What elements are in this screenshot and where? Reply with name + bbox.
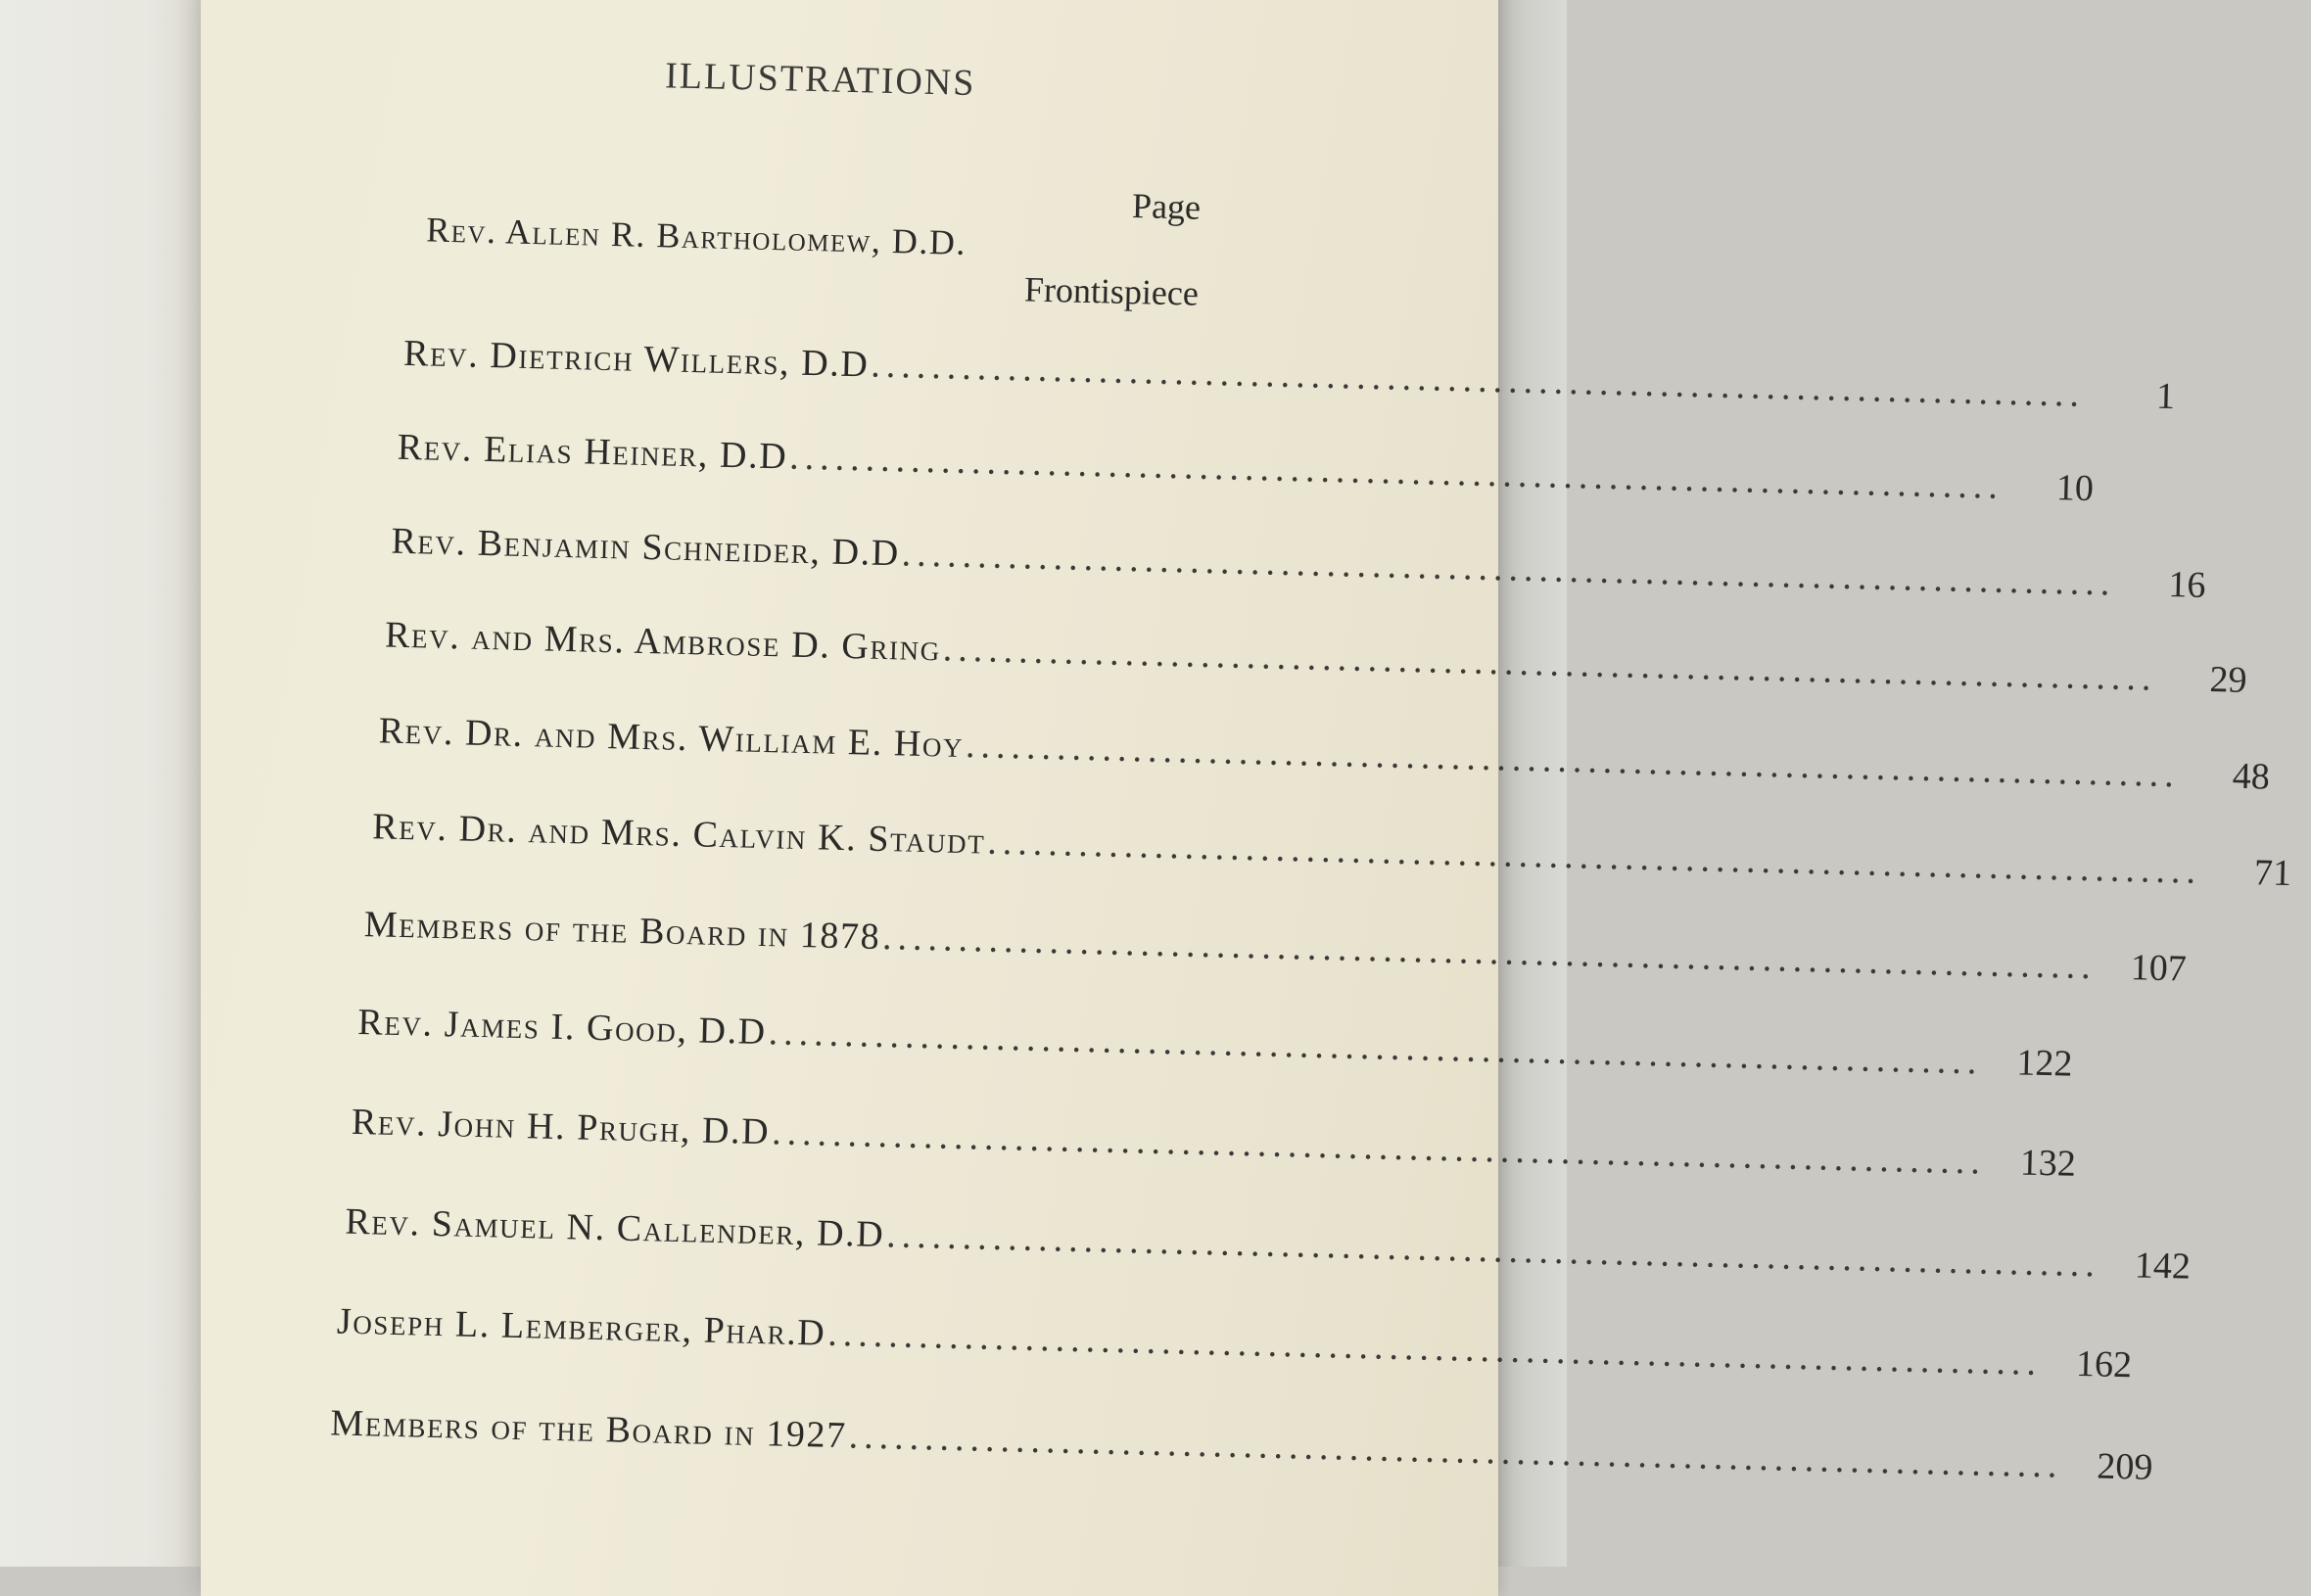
dot-leader: ................................................................................ [870, 344, 2086, 415]
entry-page-number: 142 [2134, 1244, 2192, 1288]
dot-leader: ................................................................................ [942, 628, 2158, 699]
entry-title: Rev. Benjamin Schneider, D.D [390, 520, 901, 575]
entry-page-number: 107 [2130, 947, 2188, 990]
entry-title: Rev. Dietrich Willers, D.D [402, 332, 870, 386]
page-column-label: Page [1131, 186, 1202, 227]
entry-page-number: 10 [2055, 467, 2095, 510]
entry-page-number: 71 [2253, 852, 2292, 895]
page-title: ILLUSTRATIONS [664, 55, 976, 105]
entry-title: Joseph L. Lemberger, Phar.D [336, 1300, 826, 1354]
frontispiece-title: Rev. Allen R. Bartholomew, D.D. [425, 210, 967, 262]
entry-page-number: 122 [2015, 1042, 2073, 1085]
entry-title: Rev. Dr. and Mrs. Calvin K. Staudt [371, 806, 986, 863]
entry-page-number: 16 [2167, 563, 2206, 606]
dot-leader: ................................................................................ [965, 725, 2181, 796]
entry-title: Rev. John H. Prugh, D.D [351, 1101, 771, 1153]
entry-page-number: 1 [2155, 375, 2176, 418]
dot-leader: ................................................................................ [848, 1415, 2063, 1486]
entry-page-number: 132 [2019, 1142, 2077, 1185]
entry-page-number: 162 [2075, 1342, 2133, 1386]
entry-page-number: 209 [2096, 1445, 2153, 1488]
dot-leader: ................................................................................ [771, 1111, 1987, 1183]
dot-leader: ................................................................................ [885, 1214, 2101, 1286]
dot-leader: ................................................................................ [768, 1011, 1983, 1083]
frontispiece-page: Frontispiece [1023, 269, 1200, 313]
entry-title: Rev. Elias Heiner, D.D [397, 426, 788, 478]
dot-leader: ................................................................................ [826, 1312, 2043, 1385]
entry-title: Rev. and Mrs. Ambrose D. Gring [384, 614, 942, 670]
entry-page-number: 29 [2208, 659, 2247, 701]
entry-title: Members of the Board in 1878 [363, 904, 881, 958]
dot-leader: ................................................................................ [986, 821, 2202, 892]
entry-page-number: 48 [2232, 755, 2271, 798]
entry-title: Rev. Samuel N. Callender, D.D [344, 1200, 885, 1256]
dot-leader: ................................................................................ [881, 916, 2098, 988]
dot-leader: ................................................................................ [901, 533, 2116, 604]
dot-leader: ................................................................................ [788, 436, 2004, 507]
entry-title: Members of the Board in 1927 [329, 1402, 848, 1457]
entry-title: Rev. Dr. and Mrs. William E. Hoy [378, 710, 965, 766]
entry-title: Rev. James I. Good, D.D [356, 1001, 768, 1054]
